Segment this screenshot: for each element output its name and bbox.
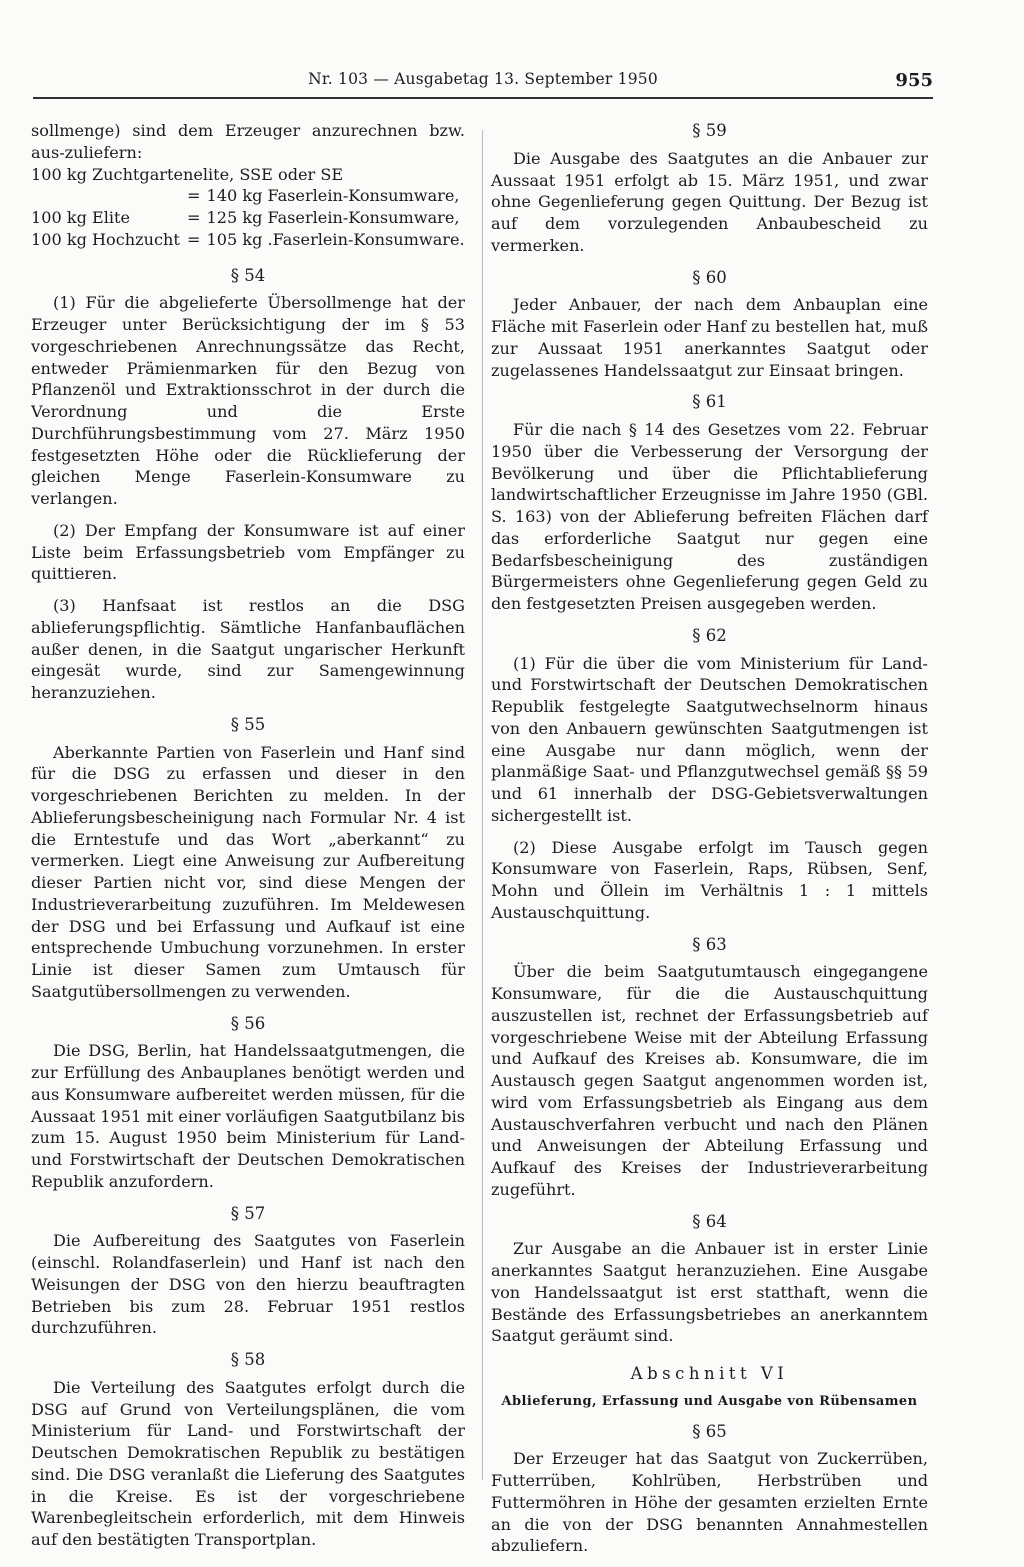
ratio-left: 100 kg Elite <box>31 208 131 227</box>
paragraph: Über die beim Saatgutumtausch eingegangene Konsumware, für die die Austauschquittung auszustellen ist, rechnet der Erfassungsbetrieb auf vorgeschriebene Weise mit der Abteilung Erfassung und Aufkauf des Kreises ab. Konsumware, die im Austausch gegen Saatgut angenommen worden ist, wird vom Erfassungsbetrieb als Eingang aus dem Austauschverfahren verbucht und nach den Plänen und Anweisungen der Abteilung Erfassung und Aufkauf des Kreises der Industrieverarbeitung zugeführt. <box>491 962 928 1199</box>
chapter-title: Ablieferung, Erfassung und Ausgabe von Rübensamen <box>501 1393 918 1409</box>
page-number: 955 <box>895 70 933 91</box>
issue-title: Nr. 103 — Ausgabetag 13. September 1950 <box>308 70 658 88</box>
section-heading-63: § 63 <box>692 934 727 954</box>
ratio-right: 105 kg .Faserlein-Konsumware. <box>206 229 465 249</box>
paragraph: (1) Für die abgelieferte Übersollmenge hat der Erzeuger unter Berücksichtigung der im § 53 vorgeschriebenen Anrechnungssätze das Recht, entweder Prämienmarken für den Bezug von Pflanzenöl und Extraktionsschrot in der durch die Verordnung und die Erste Durchführungsbestimmung vom 27. März 1950 festgesetzten Höhe oder die Rücklieferung der gleichen Menge Faserlein-Konsumware zu verlangen. <box>31 293 465 508</box>
section-heading-61: § 61 <box>692 392 727 412</box>
intro-paragraph: sollmenge) sind dem Erzeuger anzurechnen bzw. aus-zuliefern: <box>31 121 465 162</box>
section-heading-59: § 59 <box>692 121 727 140</box>
paragraph: Jeder Anbauer, der nach dem Anbauplan eine Fläche mit Faserlein oder Hanf zu bestellen hat, muß zur Aussaat 1951 anerkanntes Saatgut oder zugelassenes Handelssaatgut zur Einsaat bringen. <box>491 295 928 380</box>
ratio-equals: = <box>187 229 201 249</box>
paragraph: Der Erzeuger hat das Saatgut von Zuckerrüben, Futterrüben, Kohlrüben, Herbstrüben und Futtermöhren in Höhe der gesamten erzielten Ernte an die von der DSG benannten Annahmestellen abzuliefern. <box>491 1449 928 1556</box>
paragraph: Die Ausgabe des Saatgutes an die Anbauer zur Aussaat 1951 erfolgt ab 15. März 1951, und zwar ohne Gegenlieferung gegen Quittung. Der Bezug ist auf dem vorzulegenden Anbaubescheid zu vermerken. <box>491 148 928 255</box>
column-divider <box>482 130 483 1480</box>
table-row <box>31 229 465 251</box>
paragraph: (2) Diese Ausgabe erfolgt im Tausch gegen Konsumware von Faserlein, Raps, Rübsen, Senf, Mohn und Öllein im Verhältnis 1 : 1 mittels Austauschquittung. <box>491 837 928 922</box>
paragraph: Zur Ausgabe an die Anbauer ist in erster Linie anerkanntes Saatgut heranzuziehen. Eine Ausgabe von Handelssaatgut ist erst statthaft, wenn die Bestände des Erfassungsbetriebes an anerkanntem Saatgut geräumt sind. <box>491 1239 928 1346</box>
chapter-heading: Abschnitt VI <box>630 1364 789 1383</box>
left-column <box>31 120 465 1561</box>
paragraph: (1) Für die über die vom Ministerium für Land- und Forstwirtschaft der Deutschen Demokratischen Republik festgelegte Saatgutwechselnorm hinaus von den Anbauern gewünschten Saatgutmengen ist eine Ausgabe nur dann möglich, wenn der planmäßige Saat- und Pflanzgutwechsel gemäß §§ 59 und 61 innerhalb der DSG-Gebietsverwaltungen sichergestellt ist. <box>491 653 928 825</box>
table-row <box>31 207 465 229</box>
conversion-table <box>31 164 465 251</box>
header-rule <box>33 97 933 99</box>
paragraph: Die Verteilung des Saatgutes erfolgt durch die DSG auf Grund von Verteilungsplänen, die vom Ministerium für Land- und Forstwirtschaft der Deutschen Demokratischen Republik zu bestätigen sind. Die DSG veranlaßt die Lieferung des Saatgutes in die Kreise. Es ist der vorgeschriebene Warenbegleitschein erforderlich, mit dem Hinweis auf den bestätigten Transportplan. <box>31 1377 465 1549</box>
ratio-left: 100 kg Zuchtgartenelite, SSE oder SE <box>31 164 344 184</box>
paragraph: Aberkannte Partien von Faserlein und Hanf sind für die DSG zu erfassen und dieser in den vorgeschriebenen Berichten zu melden. In der Ablieferungsbescheinigung nach Formular Nr. 4 ist die Erntestufe und das Wort „aberkannt“ zu vermerken. Liegt eine Anweisung zur Aufbereitung dieser Partien nicht vor, sind diese Mengen der Industrieverarbeitung zuzuführen. Im Meldewesen der DSG und bei Erfassung und Aufkauf ist eine entsprechende Umbuchung vorzunehmen. In erster Linie ist dieser Samen zum Umtausch für Saatgutübersollmengen zu verwenden. <box>31 742 465 1001</box>
section-heading-60: § 60 <box>692 267 727 287</box>
table-row <box>31 185 465 207</box>
section-heading-64: § 64 <box>692 1211 727 1231</box>
ratio-left <box>31 185 181 207</box>
paragraph: Die DSG, Berlin, hat Handelssaatgutmengen, die zur Erfüllung des Anbauplanes benötigt werden und aus Konsumware aufbereitet werden müssen, für die Aussaat 1951 mit einer vorläufigen Saatgutbilanz bis zum 15. August 1950 beim Ministerium für Land- und Forstwirtschaft der Deutschen Demokratischen Republik anzufordern. <box>31 1041 466 1191</box>
ratio-right: 125 kg Faserlein-Konsumware, <box>206 208 460 227</box>
ratio-equals: = <box>187 186 201 206</box>
ratio-equals: = <box>187 208 201 227</box>
page-header <box>33 66 933 96</box>
section-heading-65: § 65 <box>692 1421 727 1441</box>
section-heading-55: § 55 <box>230 714 266 734</box>
table-row <box>31 164 465 186</box>
section-heading-58: § 58 <box>230 1350 266 1369</box>
paragraph: (2) Der Empfang der Konsumware ist auf einer Liste beim Erfassungsbetrieb vom Empfänger zu quittieren. <box>31 520 465 584</box>
section-heading-54: § 54 <box>230 265 266 285</box>
section-heading-62: § 62 <box>692 625 727 645</box>
right-column <box>491 120 928 1567</box>
paragraph: Die Aufbereitung des Saatgutes von Faserlein (einschl. Rolandfaserlein) und Hanf ist nach den Weisungen der DSG von den hierzu beauftragten Betrieben bis zum 28. Februar 1951 restlos durchzuführen. <box>31 1231 465 1338</box>
paragraph: (3) Hanfsaat ist restlos an die DSG ablieferungspflichtig. Sämtliche Hanfanbauflächen außer denen, in die Saatgut ungarischer Herkunft eingesät wurde, sind zur Samengewinnung heranzuziehen. <box>31 596 465 702</box>
section-heading-56: § 56 <box>230 1013 266 1033</box>
ratio-right: 140 kg Faserlein-Konsumware, <box>206 186 460 206</box>
paragraph: Für die nach § 14 des Gesetzes vom 22. Februar 1950 über die Verbesserung der Versorgung der Bevölkerung und über die Pflichtablieferung landwirtschaftlicher Erzeugnisse im Jahre 1950 (GBl. S. 163) von der Ablieferung befreiten Flächen darf das erforderliche Saatgut nur gegen eine Bedarfsbescheinigung des zuständigen Bürgermeisters ohne Gegenlieferung gegen Geld zu den festgesetzten Preisen ausgegeben werden. <box>491 420 928 613</box>
section-heading-57: § 57 <box>230 1203 266 1223</box>
ratio-left: 100 kg Hochzucht <box>31 229 180 249</box>
